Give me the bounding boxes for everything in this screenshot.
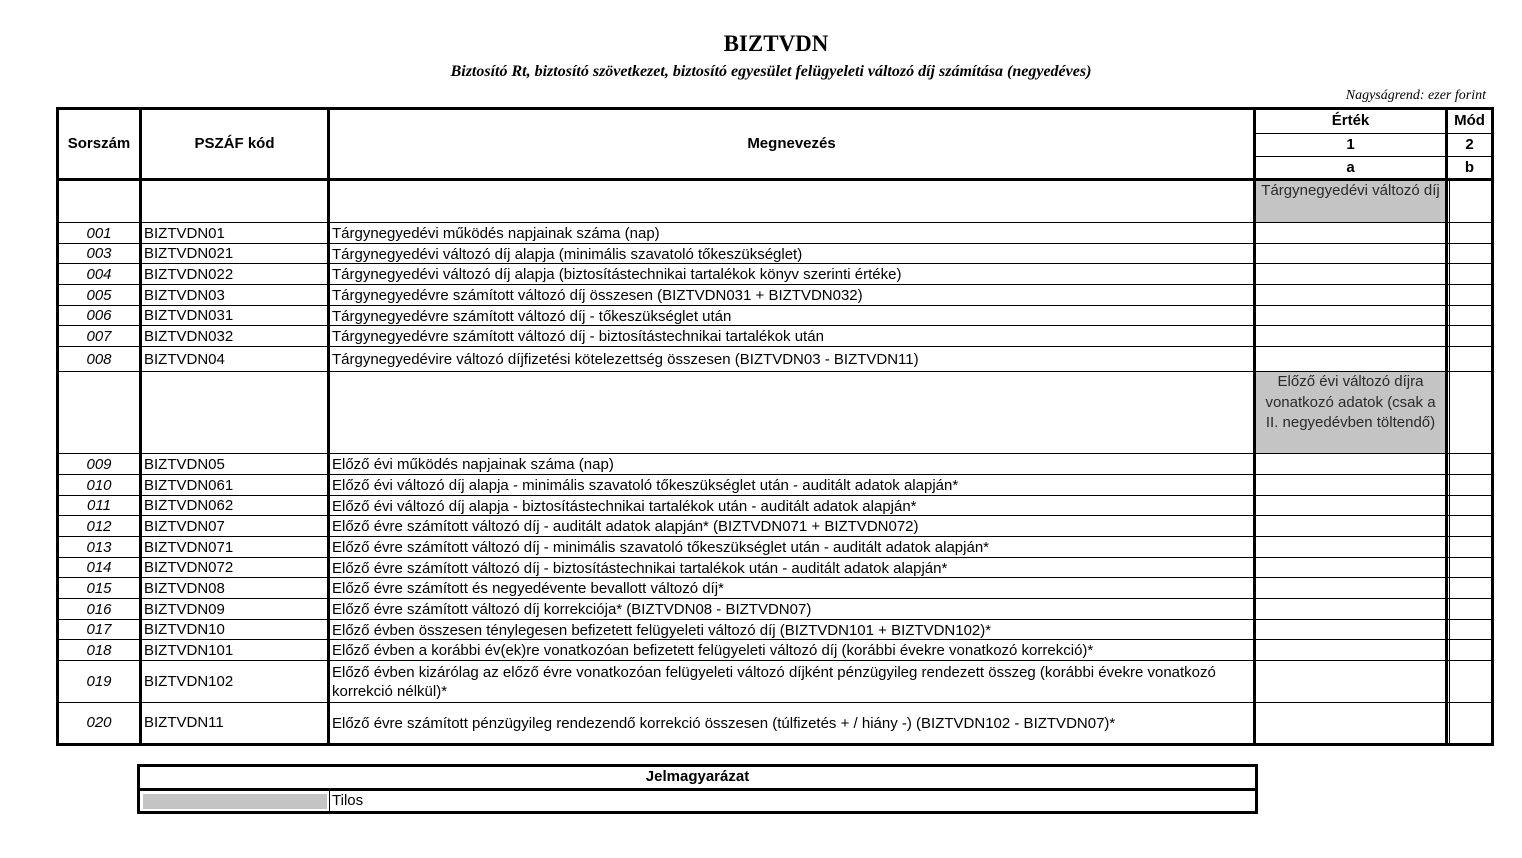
row-pszaf-code: BIZTVDN102 bbox=[144, 673, 234, 690]
row-description: Előző évi változó díj alapja - biztosítástechnikai tartalékok után - auditált adatok alapján* bbox=[332, 497, 917, 515]
header-ertek-number: 1 bbox=[1346, 136, 1355, 153]
row-pszaf-code: BIZTVDN07 bbox=[144, 517, 225, 535]
row-number: 017 bbox=[86, 621, 112, 638]
value-input-mod[interactable] bbox=[1450, 599, 1491, 620]
row-number: 010 bbox=[86, 476, 112, 494]
value-input-mod[interactable] bbox=[1450, 306, 1491, 326]
row-description: Előző évben kizárólag az előző évre vonatkozóan felügyeleti változó díjként pénzügyileg rendezett összeg (korábbi évekre vonatkozó korrekció nélkül)* bbox=[332, 664, 1216, 700]
header-mod-letter: b bbox=[1464, 159, 1475, 176]
value-input-ertek[interactable] bbox=[1256, 475, 1446, 496]
value-input-ertek[interactable] bbox=[1256, 599, 1446, 620]
value-input-mod[interactable] bbox=[1450, 454, 1491, 475]
row-number: 007 bbox=[86, 327, 112, 345]
report-subtitle: Biztosító Rt, biztosító szövetkezet, biztosító egyesület felügyeleti változó díj számítása (negyedéves) bbox=[450, 63, 1092, 80]
row-pszaf-code: BIZTVDN04 bbox=[144, 350, 225, 368]
row-number: 011 bbox=[87, 497, 111, 514]
value-input-ertek[interactable] bbox=[1256, 558, 1446, 578]
value-input-ertek[interactable] bbox=[1256, 516, 1446, 537]
row-description: Tárgynegyedévre számított változó díj - biztosítástechnikai tartalékok után bbox=[332, 328, 824, 345]
value-input-ertek[interactable] bbox=[1256, 640, 1446, 661]
row-pszaf-code: BIZTVDN032 bbox=[144, 327, 234, 345]
value-input-mod[interactable] bbox=[1450, 475, 1491, 496]
row-pszaf-code: BIZTVDN10 bbox=[144, 621, 225, 638]
row-description: Tárgynegyedévi változó díj alapja (minimális szavatoló tőkeszükséglet) bbox=[332, 245, 803, 263]
report-title: BIZTVDN bbox=[723, 31, 829, 56]
legend-item-label: Tilos bbox=[332, 792, 364, 809]
row-number: 001 bbox=[86, 224, 112, 242]
value-input-ertek[interactable] bbox=[1256, 326, 1446, 347]
unit-note: Nagyságrend: ezer forint bbox=[1345, 88, 1486, 103]
row-pszaf-code: BIZTVDN022 bbox=[144, 265, 234, 283]
value-input-mod[interactable] bbox=[1450, 558, 1491, 578]
value-input-mod[interactable] bbox=[1450, 578, 1491, 599]
row-number: 012 bbox=[86, 517, 112, 535]
header-mod: Mód bbox=[1454, 112, 1485, 129]
value-input-ertek[interactable] bbox=[1256, 578, 1446, 599]
row-pszaf-code: BIZTVDN03 bbox=[144, 286, 225, 304]
value-input-mod[interactable] bbox=[1450, 347, 1491, 372]
row-number: 019 bbox=[86, 673, 112, 690]
header-mod-number: 2 bbox=[1465, 136, 1474, 153]
row-description: Előző évi változó díj alapja - minimális szavatoló tőkeszükséglet után - auditált adatok alapján* bbox=[332, 477, 959, 494]
row-pszaf-code: BIZTVDN08 bbox=[144, 579, 225, 597]
section-label-quarterly: Tárgynegyedévi változó díj bbox=[1256, 181, 1445, 223]
value-input-mod[interactable] bbox=[1450, 285, 1491, 306]
legend-title: Jelmagyarázat bbox=[645, 768, 750, 785]
row-description: Előző évre számított változó díj korrekciója* (BIZTVDN08 - BIZTVDN07) bbox=[332, 601, 812, 618]
row-number: 015 bbox=[86, 579, 112, 597]
value-input-ertek[interactable] bbox=[1256, 661, 1446, 703]
value-input-ertek[interactable] bbox=[1256, 620, 1446, 640]
value-input-ertek[interactable] bbox=[1256, 264, 1446, 285]
header-ertek: Érték bbox=[1331, 112, 1370, 129]
value-input-ertek[interactable] bbox=[1256, 285, 1446, 306]
value-input-ertek[interactable] bbox=[1256, 537, 1446, 558]
value-input-ertek[interactable] bbox=[1256, 703, 1446, 743]
row-description: Előző évi működés napjainak száma (nap) bbox=[332, 456, 614, 473]
row-description: Tárgynegyedévre számított változó díj összesen (BIZTVDN031 + BIZTVDN032) bbox=[332, 287, 863, 304]
header-megnevezes: Megnevezés bbox=[747, 135, 836, 152]
header-sorszam: Sorszám bbox=[67, 135, 131, 152]
row-number: 003 bbox=[86, 245, 112, 262]
row-pszaf-code: BIZTVDN062 bbox=[144, 497, 234, 514]
row-number: 006 bbox=[86, 307, 112, 324]
row-description: Előző évre számított és negyedévente bevallott változó díj* bbox=[332, 580, 724, 597]
section-label-previous-year: Előző évi változó díjra vonatkozó adatok (csak a II. negyedévben töltendő) bbox=[1256, 372, 1445, 454]
value-input-ertek[interactable] bbox=[1256, 306, 1446, 326]
value-input-mod[interactable] bbox=[1450, 496, 1491, 516]
row-description: Előző évre számított változó díj - minimális szavatoló tőkeszükséglet után - auditált adatok alapján* bbox=[332, 539, 989, 556]
row-pszaf-code: BIZTVDN01 bbox=[144, 224, 225, 242]
row-number: 016 bbox=[86, 600, 112, 618]
value-input-mod[interactable] bbox=[1450, 264, 1491, 285]
value-input-mod[interactable] bbox=[1450, 223, 1491, 244]
row-pszaf-code: BIZTVDN061 bbox=[144, 476, 234, 494]
row-number: 008 bbox=[86, 350, 112, 368]
row-description: Előző évre számított pénzügyileg rendezendő korrekció összesen (túlfizetés + / hiány -) (BIZTVDN102 - BIZTVDN07)* bbox=[332, 714, 1116, 732]
row-number: 020 bbox=[86, 714, 112, 731]
row-number: 018 bbox=[86, 641, 112, 659]
value-input-ertek[interactable] bbox=[1256, 454, 1446, 475]
value-input-mod[interactable] bbox=[1450, 516, 1491, 537]
row-description: Előző évben összesen ténylegesen befizetett felügyeleti változó díj (BIZTVDN101 + BIZTVDN102)* bbox=[332, 621, 992, 639]
header-ertek-letter: a bbox=[1346, 159, 1355, 176]
header-pszaf-kod: PSZÁF kód bbox=[194, 135, 275, 152]
row-description: Tárgynegyedévi működés napjainak száma (nap) bbox=[332, 225, 660, 242]
value-input-mod[interactable] bbox=[1450, 537, 1491, 558]
row-number: 013 bbox=[86, 538, 112, 556]
value-input-mod[interactable] bbox=[1450, 703, 1491, 743]
value-input-mod[interactable] bbox=[1450, 244, 1491, 264]
value-input-ertek[interactable] bbox=[1256, 244, 1446, 264]
main-table bbox=[56, 107, 1494, 746]
row-pszaf-code: BIZTVDN031 bbox=[144, 307, 234, 324]
value-input-mod[interactable] bbox=[1450, 661, 1491, 703]
value-input-mod[interactable] bbox=[1450, 326, 1491, 347]
row-description: Tárgynegyedévre számított változó díj - tőkeszükséglet után bbox=[332, 307, 732, 325]
row-pszaf-code: BIZTVDN072 bbox=[144, 559, 234, 576]
legend bbox=[137, 764, 1258, 814]
value-input-ertek[interactable] bbox=[1256, 496, 1446, 516]
value-input-mod[interactable] bbox=[1450, 640, 1491, 661]
row-pszaf-code: BIZTVDN101 bbox=[144, 641, 234, 659]
row-pszaf-code: BIZTVDN05 bbox=[144, 455, 225, 473]
row-description: Előző évre számított változó díj - biztosítástechnikai tartalékok után - auditált adatok alapján* bbox=[332, 559, 948, 577]
value-input-mod[interactable] bbox=[1450, 620, 1491, 640]
row-description: Tárgynegyedévi változó díj alapja (biztosítástechnikai tartalékok könyv szerinti értéke) bbox=[332, 266, 902, 283]
row-pszaf-code: BIZTVDN11 bbox=[144, 714, 224, 731]
row-number: 014 bbox=[86, 559, 112, 576]
row-description: Előző évben a korábbi év(ek)re vonatkozóan befizetett felügyeleti változó díj (korábbi évekre vonatkozó korrekció)* bbox=[332, 642, 1094, 659]
row-pszaf-code: BIZTVDN021 bbox=[144, 245, 234, 262]
legend-swatch bbox=[143, 794, 327, 809]
row-number: 009 bbox=[86, 455, 112, 473]
row-pszaf-code: BIZTVDN09 bbox=[144, 600, 225, 618]
row-number: 004 bbox=[86, 265, 112, 283]
value-input-ertek[interactable] bbox=[1256, 223, 1446, 244]
row-pszaf-code: BIZTVDN071 bbox=[144, 538, 234, 556]
value-input-ertek[interactable] bbox=[1256, 347, 1446, 372]
row-description: Előző évre számított változó díj - auditált adatok alapján* (BIZTVDN071 + BIZTVDN072) bbox=[332, 518, 919, 535]
row-description: Tárgynegyedévire változó díjfizetési kötelezettség összesen (BIZTVDN03 - BIZTVDN11) bbox=[332, 351, 919, 368]
row-number: 005 bbox=[86, 286, 112, 304]
